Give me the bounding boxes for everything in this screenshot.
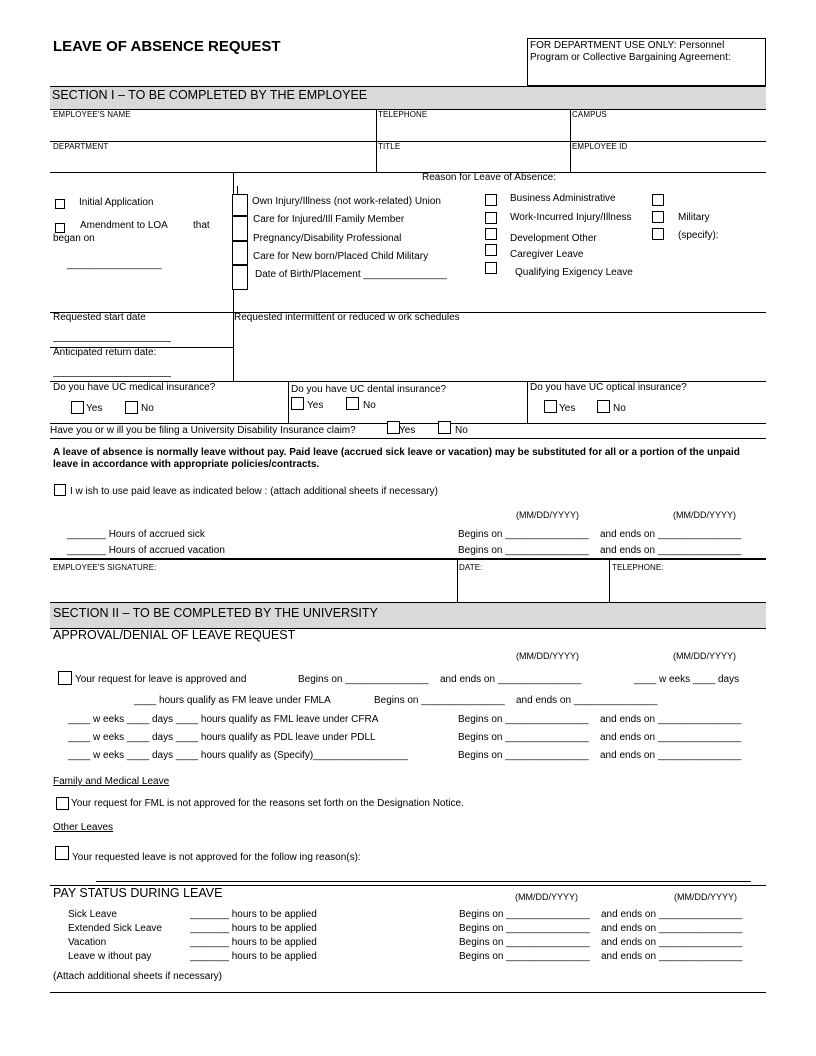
dental-yes-label: Yes xyxy=(307,400,324,411)
reason-new-child: Care for New born/Placed Child Military xyxy=(253,251,429,262)
anticipated-return-line[interactable] xyxy=(53,376,171,377)
pay-row-label: Vacation xyxy=(68,937,107,948)
began-on-blank[interactable]: _________________ xyxy=(67,259,162,270)
business-admin-checkbox[interactable] xyxy=(485,194,497,206)
disability-no-label: No xyxy=(455,425,468,436)
optical-no-checkbox[interactable] xyxy=(597,400,610,413)
section1-band xyxy=(50,86,766,110)
optical-yes-checkbox[interactable] xyxy=(544,400,557,413)
fml-denied-checkbox[interactable] xyxy=(56,797,69,810)
disability-yes-label: Yes xyxy=(399,425,416,436)
approved-ends[interactable]: and ends on _______________ xyxy=(440,674,582,685)
cfra-row[interactable]: ____ w eeks ____ days ____ hours qualify as FML leave under CFRA xyxy=(68,714,379,725)
not-approved-checkbox[interactable] xyxy=(55,846,69,860)
specify-row[interactable]: ____ w eeks ____ days ____ hours qualify as (Specify)_________________ xyxy=(68,750,408,761)
reason-checkbox[interactable] xyxy=(232,265,248,290)
medical-no-checkbox[interactable] xyxy=(125,401,138,414)
pay-row-label: Extended Sick Leave xyxy=(68,923,162,934)
intermittent-label: Requested intermittent or reduced w ork schedules xyxy=(234,312,460,323)
began-on-label: began on xyxy=(53,233,95,244)
initial-application-label: Initial Application xyxy=(79,197,154,208)
approved-weeks-days[interactable]: ____ w eeks ____ days xyxy=(634,674,740,685)
department-use-text: FOR DEPARTMENT USE ONLY: Personnel Program or Collective Bargaining Agreement: xyxy=(530,40,731,63)
cfra-ends[interactable]: and ends on _______________ xyxy=(600,714,742,725)
optical-question: Do you have UC optical insurance? xyxy=(530,382,687,393)
reason-caregiver: Caregiver Leave xyxy=(510,249,584,260)
sick-begins[interactable]: Begins on _______________ xyxy=(458,529,589,540)
pay-row-ends[interactable]: and ends on _______________ xyxy=(601,909,743,920)
optical-yes-label: Yes xyxy=(559,403,576,414)
reason-birth-date: Date of Birth/Placement _______________ xyxy=(255,269,447,280)
fml-denied-label: Your request for FML is not approved for the reasons set forth on the Designation Notice. xyxy=(71,798,464,809)
campus-field[interactable]: CAMPUS xyxy=(572,110,607,119)
reason-work-injury: Work-Incurred Injury/Illness xyxy=(510,212,632,223)
optical-no-label: No xyxy=(613,403,626,414)
pay-row-begins[interactable]: Begins on _______________ xyxy=(459,909,590,920)
department-field[interactable]: DEPARTMENT xyxy=(53,142,109,151)
reason-checkbox[interactable] xyxy=(232,241,248,265)
date-format-begin: (MM/DD/YYYY) xyxy=(516,510,579,520)
medical-yes-label: Yes xyxy=(86,403,103,414)
reason-exigency: Qualifying Exigency Leave xyxy=(515,267,633,278)
pay-row-ends[interactable]: and ends on _______________ xyxy=(601,951,743,962)
section2-heading: SECTION II – TO BE COMPLETED BY THE UNIVERSITY xyxy=(53,606,378,620)
telephone-field[interactable]: TELEPHONE xyxy=(378,110,428,119)
pdll-begins[interactable]: Begins on _______________ xyxy=(458,732,589,743)
pdll-row[interactable]: ____ w eeks ____ days ____ hours qualify as PDL leave under PDLL xyxy=(68,732,376,743)
disability-question: Have you or w ill you be filing a University Disability Insurance claim? xyxy=(50,425,356,436)
requested-start-label: Requested start date xyxy=(53,312,146,323)
pay-row-begins[interactable]: Begins on _______________ xyxy=(459,951,590,962)
work-injury-checkbox[interactable] xyxy=(485,212,497,224)
amendment-label: Amendment to LOA xyxy=(80,220,168,231)
pay-row-ends[interactable]: and ends on _______________ xyxy=(601,937,743,948)
pay-row-hours[interactable]: _______ hours to be applied xyxy=(190,937,317,948)
dental-yes-checkbox[interactable] xyxy=(291,397,304,410)
pay-status-heading: PAY STATUS DURING LEAVE xyxy=(53,886,223,900)
date-format-end: (MM/DD/YYYY) xyxy=(674,892,737,902)
title-field[interactable]: TITLE xyxy=(378,142,401,151)
administrative-checkbox[interactable] xyxy=(652,194,664,206)
employee-signature-field[interactable]: EMPLOYEE'S SIGNATURE: xyxy=(53,563,157,572)
date-field[interactable]: DATE: xyxy=(459,563,483,572)
pay-row-label: Leave w ithout pay xyxy=(68,951,152,962)
approved-checkbox[interactable] xyxy=(58,671,72,685)
section1-heading: SECTION I – TO BE COMPLETED BY THE EMPLOYEE xyxy=(52,88,368,102)
specify-ends[interactable]: and ends on _______________ xyxy=(600,750,742,761)
sick-ends[interactable]: and ends on _______________ xyxy=(600,529,742,540)
specify-checkbox[interactable] xyxy=(652,228,664,240)
employee-name-field[interactable]: EMPLOYEE'S NAME xyxy=(53,110,131,119)
pay-row-ends[interactable]: and ends on _______________ xyxy=(601,923,743,934)
reason-development: Development Other xyxy=(510,233,597,244)
dental-question: Do you have UC dental insurance? xyxy=(291,384,447,395)
family-medical-heading: Family and Medical Leave xyxy=(53,776,170,787)
military-checkbox[interactable] xyxy=(652,211,664,223)
paid-leave-label: I w ish to use paid leave as indicated below : (attach additional sheets if necessary) xyxy=(70,486,438,497)
reason-specify: (specify): xyxy=(678,230,719,241)
department-use-box xyxy=(527,38,766,86)
sick-hours[interactable]: _______ Hours of accrued sick xyxy=(67,529,205,540)
reason-family-member: Care for Injured/Ill Family Member xyxy=(253,214,405,225)
paid-leave-checkbox[interactable] xyxy=(54,484,66,496)
section2-band xyxy=(50,602,766,629)
reason-military: Military xyxy=(678,212,710,223)
pdll-ends[interactable]: and ends on _______________ xyxy=(600,732,742,743)
caregiver-checkbox[interactable] xyxy=(485,244,497,256)
pay-row-begins[interactable]: Begins on _______________ xyxy=(459,923,590,934)
telephone2-field[interactable]: TELEPHONE: xyxy=(612,563,664,572)
dental-no-label: No xyxy=(363,400,376,411)
medical-question: Do you have UC medical insurance? xyxy=(53,382,216,393)
reason-checkbox[interactable] xyxy=(232,216,248,241)
paid-leave-notice: A leave of absence is normally leave without pay. Paid leave (accrued sick leave or vacation) may be substituted for all or a portion of the unpaid leave in accordance with appropriate policies/contracts. xyxy=(53,447,740,470)
fmla-hours[interactable]: ____ hours qualify as FM leave under FMLA xyxy=(134,695,331,706)
pay-row-hours[interactable]: _______ hours to be applied xyxy=(190,923,317,934)
date-format-end: (MM/DD/YYYY) xyxy=(673,651,736,661)
approved-label: Your request for leave is approved and xyxy=(75,674,247,685)
reason-heading: Reason for Leave of Absence: xyxy=(422,172,556,183)
not-approved-label: Your requested leave is not approved for the follow ing reason(s): xyxy=(72,852,361,863)
attach-note: (Attach additional sheets if necessary) xyxy=(53,971,222,982)
cfra-begins[interactable]: Begins on _______________ xyxy=(458,714,589,725)
anticipated-return-label: Anticipated return date: xyxy=(53,347,157,358)
reason-own-injury: Own Injury/Illness (not work-related) Union xyxy=(252,196,441,207)
section2-subheading: APPROVAL/DENIAL OF LEAVE REQUEST xyxy=(53,628,296,642)
requested-start-line[interactable] xyxy=(53,341,171,342)
date-format-begin: (MM/DD/YYYY) xyxy=(516,651,579,661)
pay-row-begins[interactable]: Begins on _______________ xyxy=(459,937,590,948)
that-label: that xyxy=(193,220,210,231)
pay-row-hours[interactable]: _______ hours to be applied xyxy=(190,909,317,920)
medical-yes-checkbox[interactable] xyxy=(71,401,84,414)
page-title: LEAVE OF ABSENCE REQUEST xyxy=(53,38,281,55)
fmla-begins[interactable]: Begins on _______________ xyxy=(374,695,505,706)
development-checkbox[interactable] xyxy=(485,228,497,240)
date-format-begin: (MM/DD/YYYY) xyxy=(515,892,578,902)
amendment-checkbox[interactable] xyxy=(55,223,65,233)
reason-checkbox[interactable] xyxy=(232,194,248,216)
other-leaves-heading: Other Leaves xyxy=(53,822,114,833)
exigency-checkbox[interactable] xyxy=(485,262,497,274)
vacation-ends[interactable]: and ends on _______________ xyxy=(600,545,742,556)
date-format-end: (MM/DD/YYYY) xyxy=(673,510,736,520)
pay-row-hours[interactable]: _______ hours to be applied xyxy=(190,951,317,962)
dental-no-checkbox[interactable] xyxy=(346,397,359,410)
reason-pregnancy: Pregnancy/Disability Professional xyxy=(253,233,402,244)
vacation-hours[interactable]: _______ Hours of accrued vacation xyxy=(67,545,225,556)
approved-begins[interactable]: Begins on _______________ xyxy=(298,674,429,685)
reason-business: Business Administrative xyxy=(510,193,616,204)
vacation-begins[interactable]: Begins on _______________ xyxy=(458,545,589,556)
employee-id-field[interactable]: EMPLOYEE ID xyxy=(572,142,628,151)
specify-begins[interactable]: Begins on _______________ xyxy=(458,750,589,761)
initial-application-checkbox[interactable] xyxy=(55,199,65,209)
disability-no-checkbox[interactable] xyxy=(438,421,451,434)
fmla-ends[interactable]: and ends on _______________ xyxy=(516,695,658,706)
reason-line[interactable] xyxy=(96,881,751,882)
pay-row-label: Sick Leave xyxy=(68,909,117,920)
medical-no-label: No xyxy=(141,403,154,414)
